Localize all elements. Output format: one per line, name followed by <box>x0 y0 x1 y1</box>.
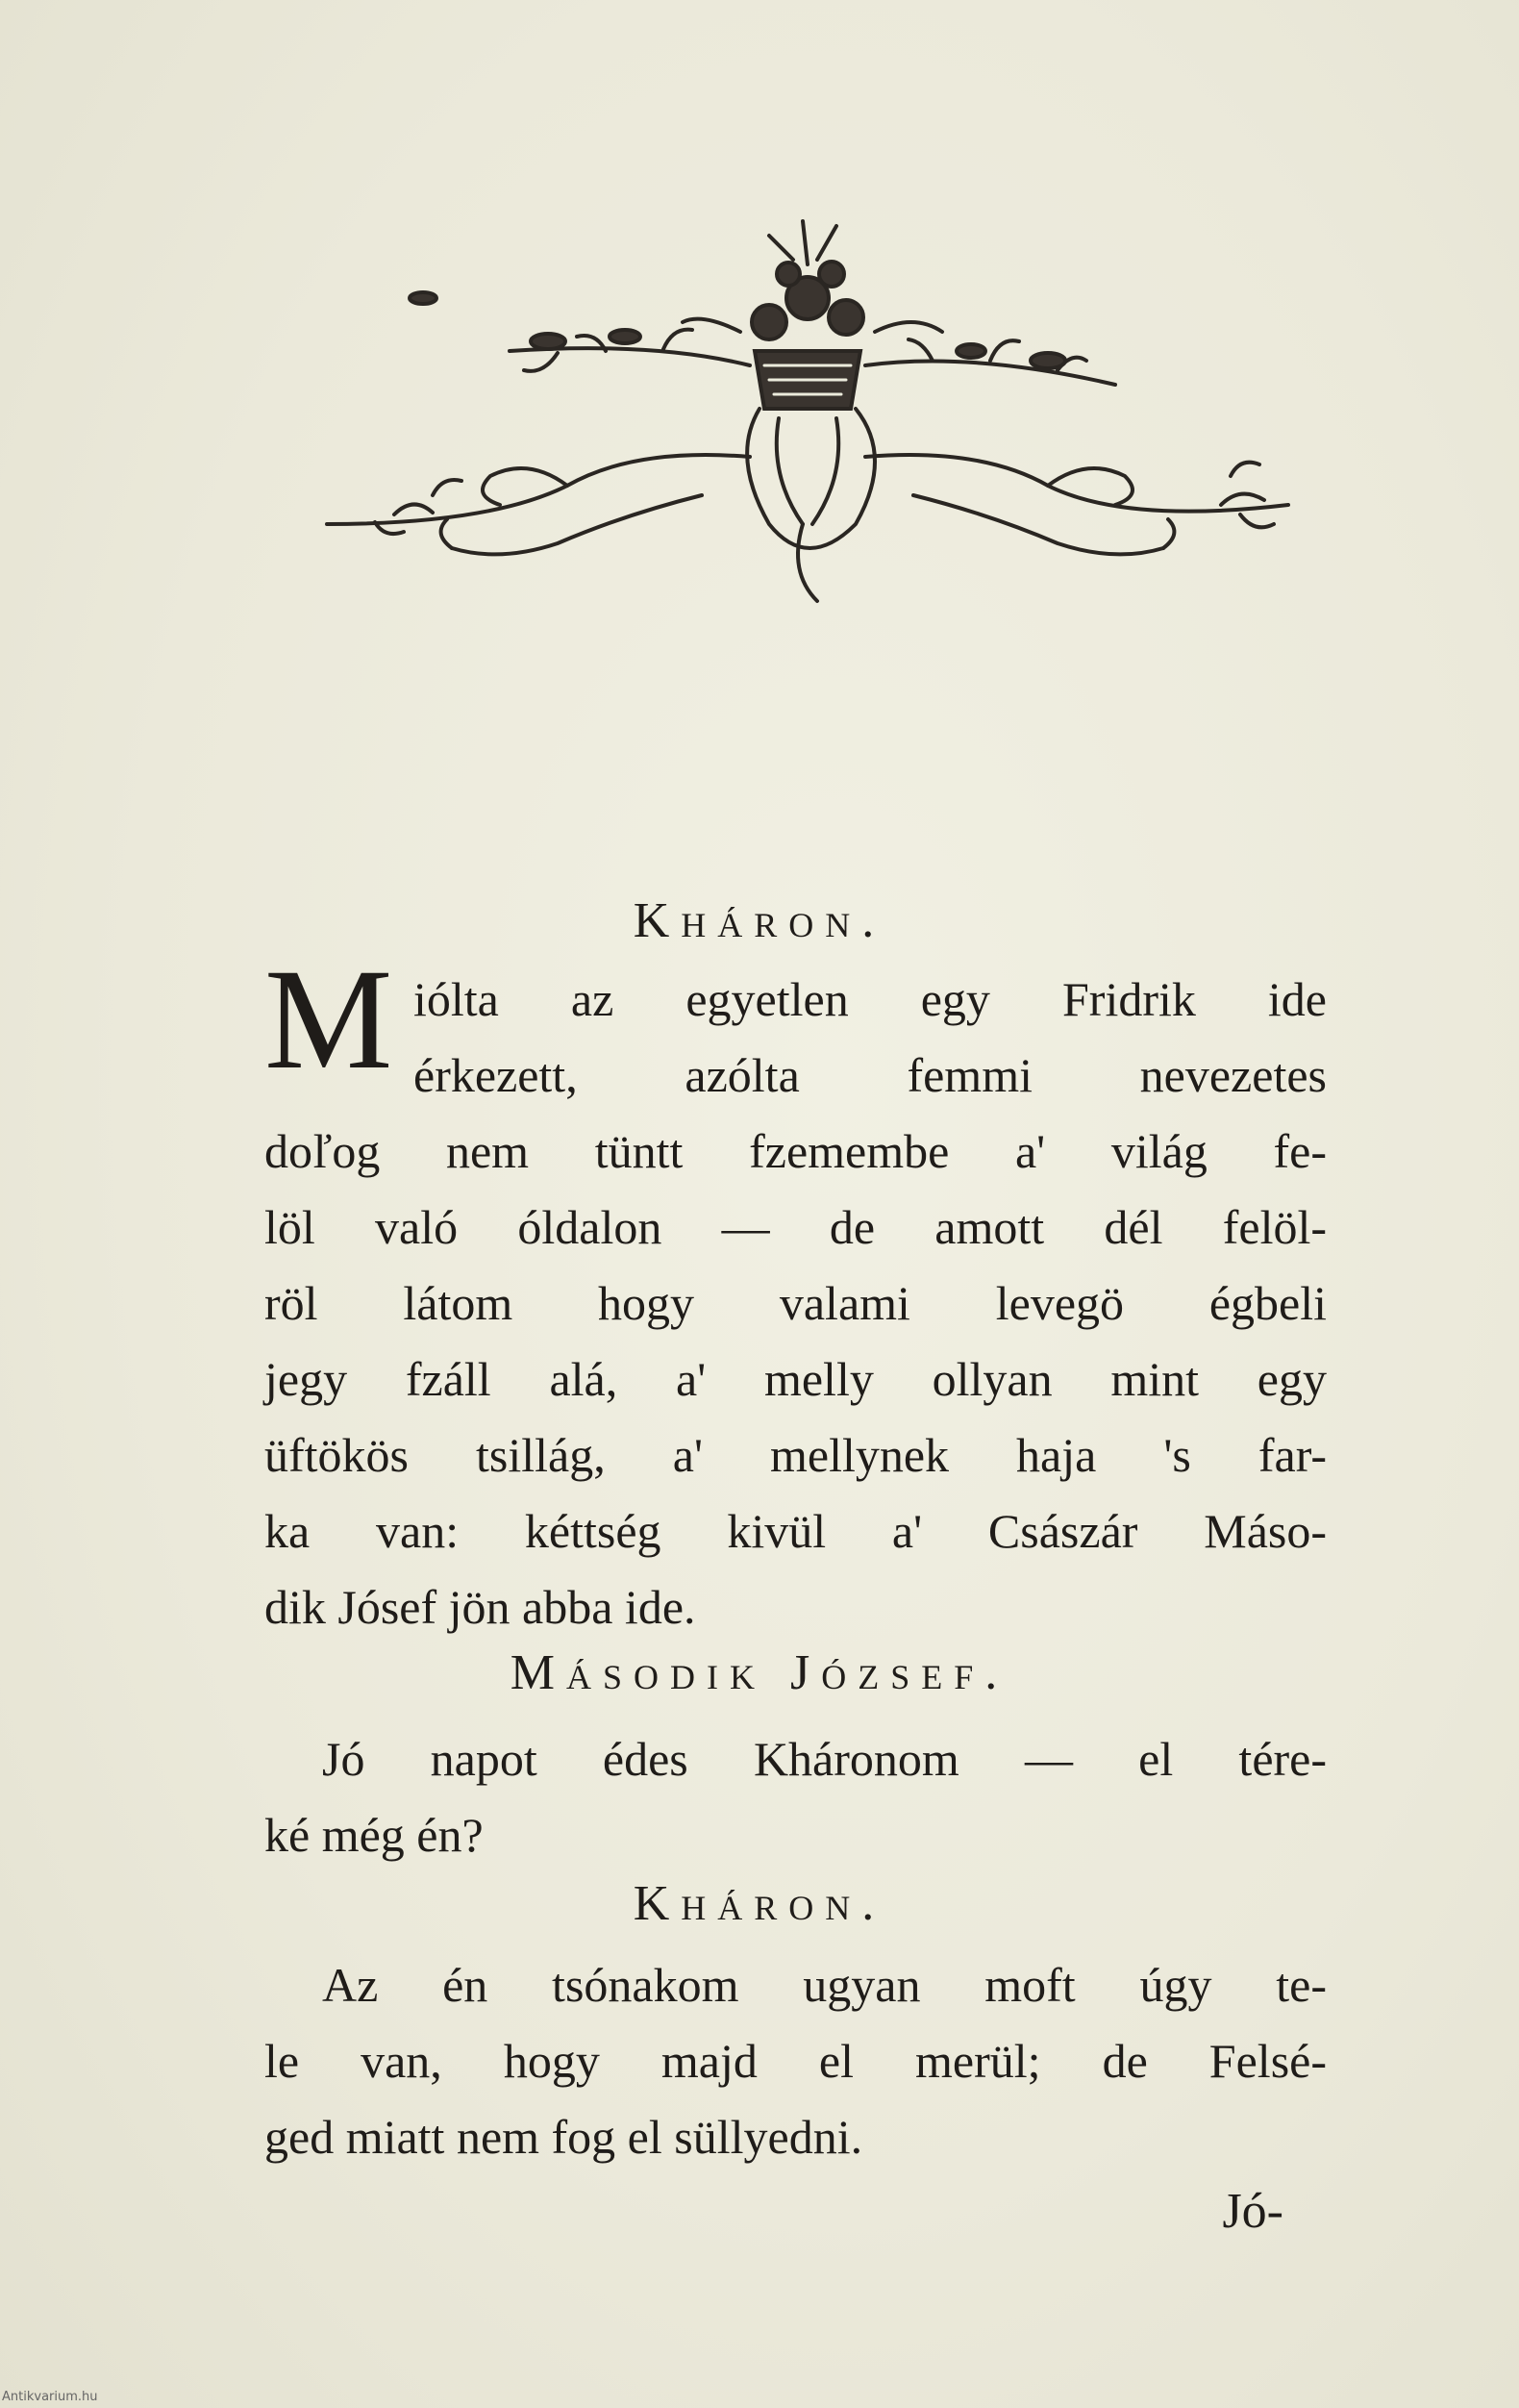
speaker-heading-charon: Kháron. <box>633 1876 886 1931</box>
text-line: doľog nem tüntt fzemembe a' világ fe- <box>264 1124 1327 1178</box>
text-line: löl való óldalon — de amott dél felöl- <box>264 1200 1327 1254</box>
text-line: ka van: kéttség kivül a' Császár Máso- <box>264 1504 1327 1558</box>
speaker-heading-joseph: Második József. <box>510 1645 1009 1700</box>
floral-vignette-icon <box>317 207 1298 640</box>
text-line: röl látom hogy valami levegö égbeli <box>264 1276 1327 1330</box>
paragraph-charon-opening-rest <box>264 1114 1327 1645</box>
text-line: érkezett, azólta femmi nevezetes <box>413 1048 1327 1102</box>
paragraph-charon-opening-start <box>413 962 1327 1114</box>
paragraph-joseph <box>264 1721 1327 1873</box>
speaker-heading-charon: Kháron. <box>633 893 886 948</box>
paragraph-charon-reply <box>264 1947 1327 2175</box>
text-line: Jó napot édes Kháronom — el tére- <box>322 1732 1327 1786</box>
text-line: dik Jósef jön abba ide. <box>264 1580 696 1634</box>
text-line: üftökös tsillág, a' mellynek haja 's far- <box>264 1428 1327 1482</box>
text-line: ióltа az egyetlen egy Fridrik ide <box>413 972 1327 1026</box>
drop-cap-letter: M <box>264 940 393 1099</box>
text-line: le van, hogy majd el merül; de Felsé- <box>264 2034 1327 2088</box>
text-line: ké még én? <box>264 1808 484 1862</box>
text-line: jegy fzáll alá, a' melly ollyan mint egy <box>264 1352 1327 1406</box>
text-line: ged miatt nem fog el süllyedni. <box>264 2110 863 2164</box>
catchword: Jó- <box>1222 2184 1283 2239</box>
text-line: Az én tsónakom ugyan moft úgy te- <box>322 1958 1327 2012</box>
watermark-text: Antikvarium.hu <box>2 2390 98 2404</box>
